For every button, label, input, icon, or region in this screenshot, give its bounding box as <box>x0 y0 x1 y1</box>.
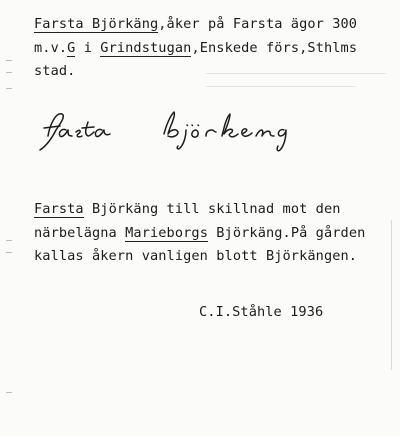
note-line-3: kallas åkern vanligen blott Björkängen. <box>34 248 358 264</box>
margin-tick <box>6 88 12 89</box>
header-line-2-rest: ,Enskede förs,Sthlms <box>191 40 358 56</box>
faint-rule <box>206 73 386 74</box>
note-line-2 <box>34 226 365 241</box>
header-line-3: stad. <box>34 63 76 79</box>
margin-tick <box>6 392 12 393</box>
handwritten-annotation <box>30 100 330 156</box>
header-line-1-rest: ,åker på Farsta ägor 300 <box>158 16 358 32</box>
margin-tick <box>6 252 12 253</box>
header-g: G <box>67 40 76 56</box>
grindstugan: Grindstugan <box>100 40 192 56</box>
header-line-2-b: i <box>75 40 101 56</box>
note-line-1-rest: Björkäng till skillnad mot den <box>83 201 341 217</box>
header-line-2-a: m.v. <box>34 40 68 56</box>
margin-tick <box>6 240 12 241</box>
note-line-2-a: närbelägna <box>34 225 126 241</box>
faint-rule <box>206 86 356 87</box>
header-line-1 <box>34 17 357 32</box>
note-line-1 <box>34 202 341 217</box>
header-line-2 <box>34 41 357 56</box>
marieborgs: Marieborgs <box>125 225 208 241</box>
margin-tick <box>6 72 12 73</box>
margin-tick <box>6 60 12 61</box>
signature: C.I.Ståhle 1936 <box>199 304 324 320</box>
card-edge-line <box>391 220 392 370</box>
note-place: Farsta <box>34 201 84 217</box>
note-line-2-rest: Björkäng.På gården <box>207 225 366 241</box>
place-name: Farsta Björkäng <box>34 16 159 32</box>
